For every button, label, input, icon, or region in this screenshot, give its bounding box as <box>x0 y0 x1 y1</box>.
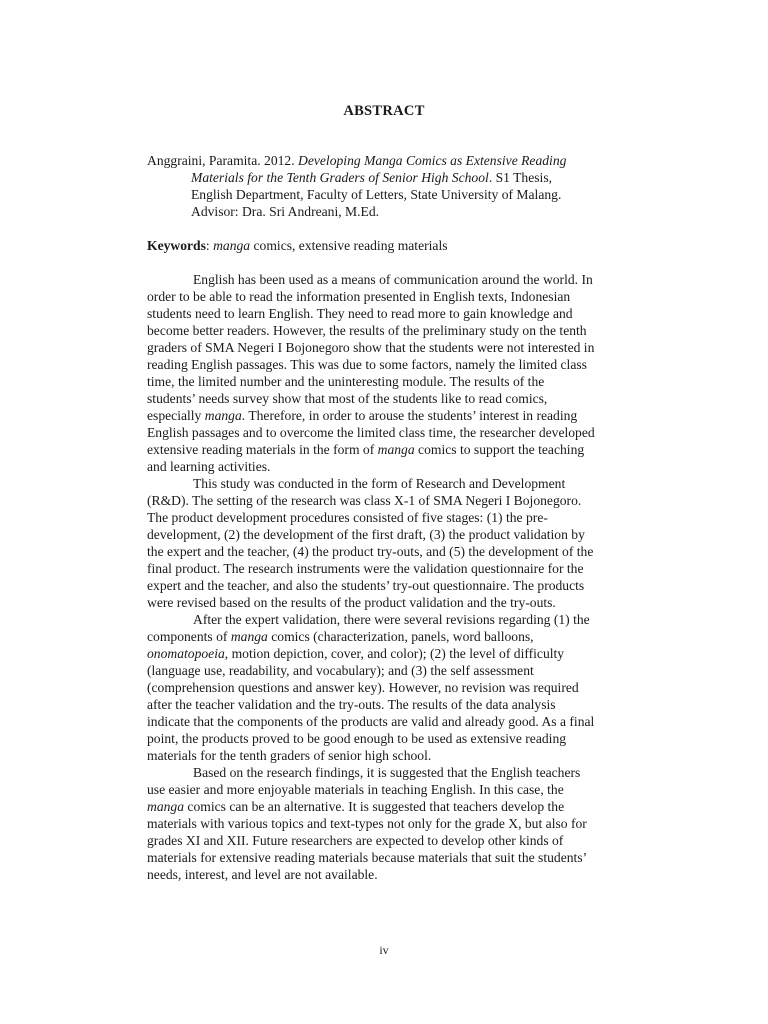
abstract-line <box>147 628 659 645</box>
abstract-line <box>147 764 659 781</box>
abstract-line <box>147 407 659 424</box>
italic-term: onomatopoeia <box>147 646 225 661</box>
citation-degree: . S1 Thesis, <box>488 170 553 185</box>
page-number: iv <box>379 943 389 957</box>
citation-line-2 <box>147 169 627 186</box>
text-run: students’ needs survey show that most of the students like to read comics, <box>147 391 548 406</box>
abstract-line <box>147 713 659 730</box>
page-title: ABSTRACT <box>343 103 425 119</box>
abstract-line <box>147 645 659 662</box>
text-run: were revised based on the results of the product validation and the try-outs. <box>147 595 556 610</box>
text-run: indicate that the components of the products are valid and already good. As a final <box>147 714 595 729</box>
text-run: (comprehension questions and answer key). However, no revision was required <box>147 680 579 695</box>
italic-term: manga <box>147 799 185 814</box>
abstract-line <box>147 458 659 475</box>
abstract-line <box>147 492 659 509</box>
keywords-separator: : <box>205 238 214 253</box>
citation-author: Anggraini, Paramita. 2012. <box>147 153 299 168</box>
italic-term: manga <box>377 442 415 457</box>
abstract-line <box>147 305 659 322</box>
abstract-line <box>147 356 659 373</box>
abstract-line <box>147 441 659 458</box>
text-run: comics can be an alternative. It is suggested that teachers develop the <box>184 799 565 814</box>
text-run: time, the limited number and the uninteresting module. The results of the <box>147 374 545 389</box>
text-run: and learning activities. <box>147 459 271 474</box>
citation-title-part-1: Developing Manga Comics as Extensive Reading <box>298 153 567 168</box>
abstract-body <box>147 271 659 883</box>
text-run: (R&D). The setting of the research was class X-1 of SMA Negeri I Bojonegoro. <box>147 493 582 508</box>
abstract-line <box>147 271 659 288</box>
text-run: reading English passages. This was due to some factors, namely the limited class <box>147 357 587 372</box>
text-run: expert and the teacher, and also the students’ try-out questionnaire. The products <box>147 578 585 593</box>
text-run: needs, interest, and level are not available. <box>147 867 378 882</box>
abstract-line <box>147 679 659 696</box>
abstract-line <box>147 543 659 560</box>
italic-term: manga <box>204 408 242 423</box>
abstract-line <box>147 509 659 526</box>
text-run: materials with various topics and text-types not only for the grade X, but also for <box>147 816 587 831</box>
abstract-line <box>147 815 659 832</box>
text-run: English passages and to overcome the limited class time, the researcher developed <box>147 425 595 440</box>
text-run: Based on the research findings, it is suggested that the English teachers <box>193 765 581 780</box>
abstract-line <box>147 288 659 305</box>
citation-block <box>147 152 627 220</box>
text-run: . Therefore, in order to arouse the students’ interest in reading <box>241 408 578 423</box>
keywords-label: Keywords <box>147 238 206 253</box>
abstract-line <box>147 866 659 883</box>
abstract-line <box>147 339 659 356</box>
text-run: especially <box>147 408 205 423</box>
text-run: development, (2) the development of the first draft, (3) the product validation by <box>147 527 585 542</box>
text-run: grades XI and XII. Future researchers are expected to develop other kinds of <box>147 833 564 848</box>
abstract-line <box>147 594 659 611</box>
abstract-line <box>147 390 659 407</box>
abstract-line <box>147 577 659 594</box>
abstract-line <box>147 322 659 339</box>
abstract-line <box>147 798 659 815</box>
text-run: , motion depiction, cover, and color); (2) the level of difficulty <box>224 646 565 661</box>
text-run: materials for extensive reading materials because materials that suit the students’ <box>147 850 588 865</box>
text-run: the expert and the teacher, (4) the product try-outs, and (5) the development of the <box>147 544 594 559</box>
citation-title-part-2: Materials for the Tenth Graders of Senior High School <box>191 170 489 185</box>
text-run: The product development procedures consisted of five stages: (1) the pre- <box>147 510 548 525</box>
text-run: (language use, readability, and vocabulary); and (3) the self assessment <box>147 663 534 678</box>
abstract-line <box>147 747 659 764</box>
abstract-line <box>147 696 659 713</box>
abstract-line <box>147 475 659 492</box>
abstract-line <box>147 526 659 543</box>
abstract-line <box>147 560 659 577</box>
citation-advisor: Advisor: Dra. Sri Andreani, M.Ed. <box>191 204 380 219</box>
text-run: extensive reading materials in the form of <box>147 442 378 457</box>
text-run: comics to support the teaching <box>414 442 585 457</box>
text-run: students need to learn English. They need to read more to gain knowledge and <box>147 306 573 321</box>
text-run: become better readers. However, the results of the preliminary study on the tenth <box>147 323 587 338</box>
abstract-line <box>147 662 659 679</box>
keywords-rest: comics, extensive reading materials <box>250 238 448 253</box>
keywords-line <box>147 237 448 254</box>
abstract-line <box>147 849 659 866</box>
text-run: This study was conducted in the form of Research and Development <box>193 476 566 491</box>
text-run: graders of SMA Negeri I Bojonegoro show that the students were not interested in <box>147 340 595 355</box>
text-run: final product. The research instruments were the validation questionnaire for the <box>147 561 584 576</box>
text-run: after the teacher validation and the try-outs. The results of the data analysis <box>147 697 556 712</box>
text-run: order to be able to read the information presented in English texts, Indonesian <box>147 289 571 304</box>
text-run: use easier and more enjoyable materials in teaching English. In this case, the <box>147 782 564 797</box>
abstract-line <box>147 424 659 441</box>
abstract-line <box>147 730 659 747</box>
text-run: comics (characterization, panels, word balloons, <box>267 629 534 644</box>
citation-line-3: English Department, Faculty of Letters, State University of Malang. <box>191 187 562 202</box>
text-run: materials for the tenth graders of senior high school. <box>147 748 432 763</box>
abstract-line <box>147 611 659 628</box>
citation-line-1 <box>147 152 627 169</box>
text-run: English has been used as a means of communication around the world. In <box>193 272 593 287</box>
text-run: components of <box>147 629 231 644</box>
keywords-italic: manga <box>213 238 251 253</box>
abstract-line <box>147 781 659 798</box>
abstract-line <box>147 373 659 390</box>
italic-term: manga <box>230 629 268 644</box>
text-run: After the expert validation, there were several revisions regarding (1) the <box>193 612 590 627</box>
text-run: point, the products proved to be good enough to be used as extensive reading <box>147 731 567 746</box>
abstract-line <box>147 832 659 849</box>
